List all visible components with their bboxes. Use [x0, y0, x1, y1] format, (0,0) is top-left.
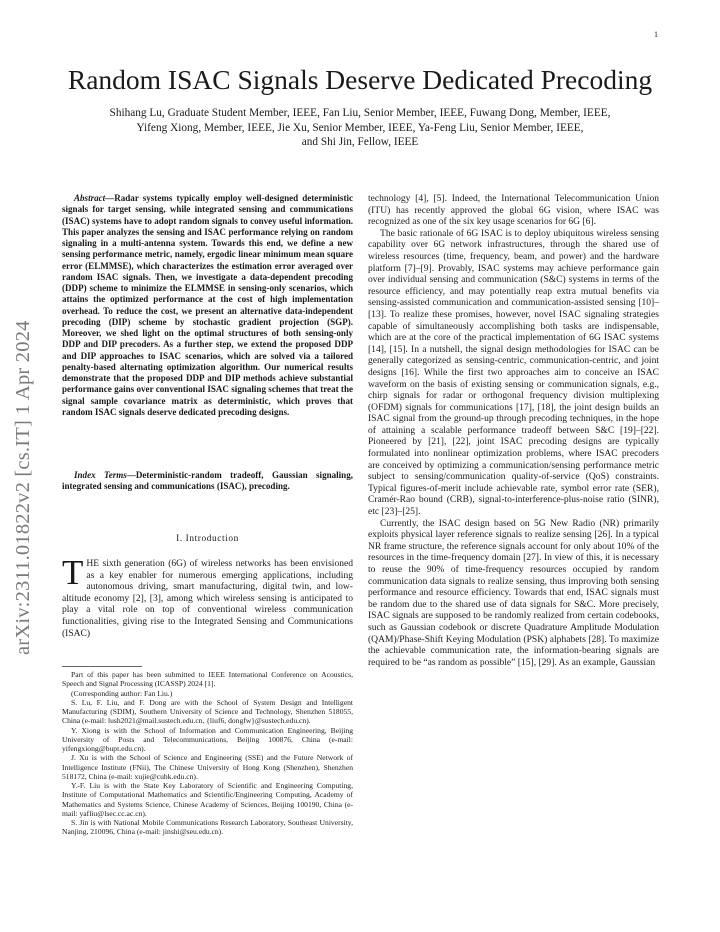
right-column	[368, 193, 659, 668]
abstract-label: Abstract	[74, 193, 106, 203]
footnote-divider	[62, 666, 142, 667]
author-line-3: and Shi Jin, Fellow, IEEE	[301, 136, 419, 148]
drop-cap: T	[62, 553, 84, 592]
footnote: (Corresponding author: Fan Liu.)	[71, 688, 173, 698]
intro-paragraph	[62, 553, 353, 639]
footnote: Y.-F. Liu is with the State Key Laboratory of Scientific and Engineering Computing, Institute of Computational Mathematics and Scientific/Engineering Computing, Academy of Mathematics and Systems Science, Chinese Academy of Sciences, Beijing 100190, China (e-mail: yafliu@lsec.cc.ac.cn).	[62, 781, 353, 818]
footnote: Part of this paper has been submitted to IEEE International Conference on Acoustics, Speech and Signal Processing (ICASSP) 2024 [1].	[62, 670, 353, 689]
arxiv-stamp: arXiv:2311.01822v2 [cs.IT] 1 Apr 2024	[12, 320, 34, 655]
index-terms-text: —Deterministic-random tradeoff, Gaussian signaling, integrated sensing and communications (ISAC), precoding.	[62, 470, 353, 492]
author-line-2: Yifeng Xiong, Member, IEEE, Jie Xu, Senior Member, IEEE, Ya-Feng Liu, Senior Member, IEEE,	[136, 121, 584, 134]
index-terms-label: Index Terms	[74, 470, 127, 480]
abstract	[62, 193, 353, 418]
page-number: 1	[654, 30, 658, 39]
intro-text: HE sixth generation (6G) of wireless networks has been envisioned as a key enabler for numerous emerging applications, including autonomous driving, smart manufacturing, digital twin, and low-altitude economy [2], [3], among which wireless sensing is anticipated to play a vital role on top of conventional wireless communication functionalities, giving rise to the Integrated Sensing and Communications (ISAC)	[62, 558, 353, 639]
index-terms	[62, 470, 353, 493]
paper-title: Random ISAC Signals Deserve Dedicated Precoding	[67, 64, 653, 95]
abstract-text: —Radar systems typically employ well-designed deterministic signals for target sensing, while integrated sensing and communications (ISAC) systems have to adopt random signals to convey useful information. This paper analyzes the sensing and ISAC performance relying on random signaling in a multi-antenna system. Towards this end, we define a new sensing performance metric, namely, ergodic linear minimum mean square error (ELMMSE), which characterizes the estimation error averaged over random ISAC signals. Then, we investigate a data-dependent precoding (DDP) scheme to minimize the ELMMSE in sensing-only scenarios, which attains the optimized performance at the cost of high implementation overhead. To reduce the cost, we present an alternative data-independent precoding (DIP) scheme by stochastic gradient projection (SGP). Moreover, we shed light on the optimal structures of both sensing-only DDP and DIP precoders. As a further step, we extend the proposed DDP and DIP approaches to ISAC scenarios, which are solved via a tailored penalty-based alternating optimization algorithm. Our numerical results demonstrate that the proposed DDP and DIP methods achieve substantial performance gains over conventional ISAC signaling schemes that treat the signal sample covariance matrix as deterministic, which proves that random ISAC signals deserve dedicated precoding designs.	[62, 193, 353, 417]
body-paragraph: The basic rationale of 6G ISAC is to deploy ubiquitous wireless sensing capability over 6G network infrastructures, through the shared use of wireless resources (time, frequency, beam, and power) and the hardware platform [7]–[9]. Provably, ISAC systems may achieve performance gain over individual sensing and communication (S&C) systems in terms of the resource efficiency, and may potentially reap extra mutual benefits via sensing-assisted communication and communication-assisted sensing [10]–[13]. To realize these promises, however, novel ISAC signaling strategies capable of simultaneously accomplishing both tasks are indispensable, which are at the core of the practical implementation of 6G ISAC systems [14], [15]. In a nutshell, the signal design methodologies for ISAC can be generally categorized as sensing-centric, communication-centric, and joint designs [16]. While the first two approaches aim to conceive an ISAC waveform on the basis of existing sensing or communication signals, e.g., chirp signals for radar or orthogonal frequency division multiplexing (OFDM) signals for communications [17], [18], the joint design builds an ISAC signal from the ground-up through precoding techniques, in the hope of attaining a scalable performance tradeoff between S&C [19]–[22]. Pioneered by [21], [22], joint ISAC precoding designs are typically formulated into nonlinear optimization problems, where ISAC precoders are conceived by optimizing a communication/sensing performance metric subject to sensing/communication quality-of-service (QoS) constraints. Typical figures-of-merit include achievable rate, symbol error rate (SER), Cramér-Rao bound (CRB), signal-to-interference-plus-noise ratio (SINR), etc [23]–[25].	[368, 227, 659, 518]
footnote: Y. Xiong is with the School of Information and Communication Engineering, Beijing University of Posts and Telecommunications, Beijing 100876, China (e-mail: yifengxiong@bupt.edu.cn).	[62, 725, 353, 753]
body-paragraph: Currently, the ISAC design based on 5G New Radio (NR) primarily exploits physical layer reference signals to realize sensing [26]. In a typical NR frame structure, the reference signals account for only about 10% of the resources in the time-frequency domain [27]. In view of this, it is necessary to reuse the 90% of time-frequency resources occupied by random communication data signals to realize sensing, thus improving both sensing performance and resource efficiency. Towards that end, ISAC signals must be random due to the shared use of data signals for S&C. More precisely, ISAC signals are supposed to be randomly realized from certain codebooks, such as Gaussian codebook or discrete Quadrature Amplitude Modulation (QAM)/Phase-Shift Keying Modulation (PSK) alphabets [28]. To maximize the achievable communication rate, the information-bearing signals are required to be “as random as possible” [15], [29]. As an example, Gaussian	[368, 517, 659, 668]
section-heading: I. Introduction	[176, 534, 239, 544]
footnote: S. Lu, F. Liu, and F. Dong are with the School of System Design and Intelligent Manufacturing (SDIM), Southern University of Science and Technology, Shenzhen 518055, China (e-mail: lush2021@mail.sustech.edu.cn, {liuf6, dongfw}@sustech.edu.cn).	[62, 697, 353, 726]
footnote: J. Xu is with the School of Science and Engineering (SSE) and the Future Network of Intelligence Institute (FNii), The Chinese University of Hong Kong (Shenzhen), Shenzhen 518172, China (e-mail: xujie@cuhk.edu.cn).	[62, 753, 353, 781]
footnote: S. Jin is with National Mobile Communications Research Laboratory, Southeast University, Nanjing, 210096, China (e-mail: jinshi@seu.edu.cn).	[62, 818, 353, 837]
footnotes	[62, 670, 353, 837]
body-paragraph: technology [4], [5]. Indeed, the International Telecommunication Union (ITU) has recently approved the global 6G vision, where ISAC was recognized as one of the six key usage scenarios for 6G [6].	[368, 193, 659, 228]
author-line-1: Shihang Lu, Graduate Student Member, IEEE, Fan Liu, Senior Member, IEEE, Fuwang Dong, Member, IEEE,	[109, 107, 611, 119]
author-list	[60, 106, 660, 150]
